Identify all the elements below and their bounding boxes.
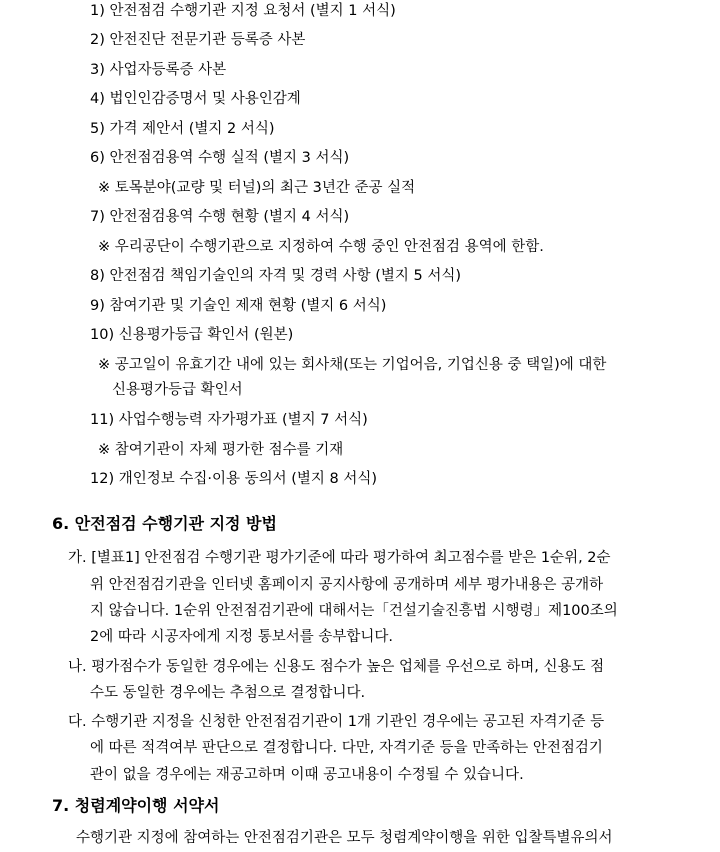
paragraph-line: 다. 수행기관 지정을 신청한 안전점검기관이 1개 기관인 경우에는 공고된 자격기준 등 [68, 714, 605, 730]
paragraph-line: 에 따른 적격여부 판단으로 결정합니다. 다만, 자격기준 등을 만족하는 안전점검기 [90, 740, 603, 756]
paragraph-line: 2에 따라 시공자에게 지정 통보서를 송부합니다. [90, 629, 394, 645]
list-item: 7) 안전점검용역 수행 현황 (별지 4 서식) [90, 209, 350, 225]
list-note: ※ 우리공단이 수행기관으로 지정하여 수행 중인 안전점검 용역에 한함. [98, 239, 544, 255]
list-item: 11) 사업수행능력 자가평가표 (별지 7 서식) [90, 412, 368, 428]
paragraph-line: 가. [별표1] 안전점검 수행기관 평가기준에 따라 평가하여 최고점수를 받은 1순위, 2순 [68, 550, 611, 566]
list-item: 5) 가격 제안서 (별지 2 서식) [90, 121, 275, 137]
paragraph-line: 나. 평가점수가 동일한 경우에는 신용도 점수가 높은 업체를 우선으로 하며, 신용도 점 [68, 659, 605, 675]
list-item: 8) 안전점검 책임기술인의 자격 및 경력 사항 (별지 5 서식) [90, 268, 462, 284]
list-item: 2) 안전진단 전문기관 등록증 사본 [90, 32, 306, 48]
paragraph-line: 관이 없을 경우에는 재공고하며 이때 공고내용이 수정될 수 있습니다. [90, 767, 524, 783]
list-item: 1) 안전점검 수행기관 지정 요청서 (별지 1 서식) [90, 3, 396, 19]
paragraph-line: 지 않습니다. 1순위 안전점검기관에 대해서는「건설기술진흥법 시행령」제100조의 [90, 603, 618, 619]
list-note: ※ 공고일이 유효기간 내에 있는 회사채(또는 기업어음, 기업신용 중 택일)에 대한 [98, 357, 607, 373]
list-item: 12) 개인정보 수집·이용 동의서 (별지 8 서식) [90, 471, 378, 487]
list-item: 10) 신용평가등급 확인서 (원본) [90, 327, 294, 343]
list-note: ※ 토목분야(교량 및 터널)의 최근 3년간 준공 실적 [98, 180, 416, 196]
paragraph-line: 위 안전점검기관을 인터넷 홈페이지 공지사항에 공개하며 세부 평가내용은 공개하 [90, 577, 604, 593]
list-item: 6) 안전점검용역 수행 실적 (별지 3 서식) [90, 150, 350, 166]
list-note: ※ 참여기관이 자체 평가한 점수를 기재 [98, 442, 344, 458]
section-heading: 7. 청렴계약이행 서약서 [52, 796, 220, 815]
paragraph-line: 수행기관 지정에 참여하는 안전점검기관은 모두 청렴계약이행을 위한 입찰특별유의서 [76, 830, 613, 846]
paragraph-line: 수도 동일한 경우에는 추첨으로 결정합니다. [90, 685, 366, 701]
section-heading: 6. 안전점검 수행기관 지정 방법 [52, 514, 277, 533]
list-item: 3) 사업자등록증 사본 [90, 62, 227, 78]
list-note-continued: 신용평가등급 확인서 [112, 382, 243, 398]
list-item: 4) 법인인감증명서 및 사용인감계 [90, 91, 301, 107]
list-item: 9) 참여기관 및 기술인 제재 현황 (별지 6 서식) [90, 298, 387, 314]
